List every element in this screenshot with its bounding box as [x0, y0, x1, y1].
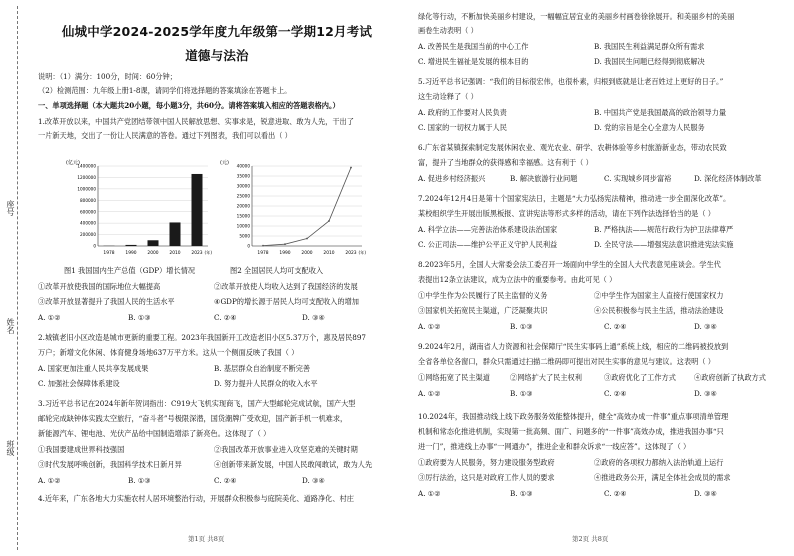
y-axis-unit-label: (元) — [220, 160, 229, 166]
q10-answer: A. ①② — [418, 489, 441, 498]
q7-stem: 某校组织学生开展出版黑板报、宣讲宪法等形式多样的活动，请在下列作法选择恰当的是（ ） — [418, 209, 715, 218]
q2-option: C. 加强社会保障体系建设 — [38, 379, 120, 388]
q10-stem: 10.2024年，我国推动线上线下政务服务效能整体提升，健全“高效办成一件事”重点事项清单管理 — [418, 412, 729, 421]
q8-answer: B. ①③ — [510, 322, 533, 331]
q4-stem: 4.近年来，广东各地大力实施农村人居环境整治行动，开展群众积极参与庭院美化、道路净化、村庄 — [38, 494, 354, 503]
q5-option: D. 党的宗旨是全心全意为人民服务 — [594, 123, 705, 132]
y-axis-unit-label: (亿元) — [66, 160, 80, 166]
q10-answer: C. ②④ — [604, 489, 627, 498]
x-tick-label: 1978 — [103, 251, 115, 256]
q7-option: C. 公正司法——维护公平正义守护人民利益 — [418, 240, 558, 249]
gdp-bar-chart-svg — [64, 156, 214, 262]
income-line-chart-svg — [218, 156, 368, 262]
q2-option: B. 基层群众自治制度不断完善 — [214, 364, 311, 373]
q4-option: B. 我国民生利益满足群众所有需求 — [594, 42, 705, 51]
q3-answer: C. ②④ — [214, 476, 237, 485]
q10-option: ③厉行法治，这只是对政府工作人员的要求 — [418, 473, 555, 482]
q1-stem: 一片新天地，交出了一份让人民满意的答卷。通过下列图表，我们可以看出（ ） — [38, 131, 292, 140]
q8-answer: D. ③④ — [694, 322, 717, 331]
q2-option: A. 国家更加注重人民共享发展成果 — [38, 364, 149, 373]
y-tick-label: 600000 — [80, 209, 96, 215]
q10-option: ④推进政务公开，满足全体社会成员的需求 — [594, 473, 731, 482]
q6-option: A. 促进乡村经济振兴 — [418, 174, 486, 183]
q8-stem: 表提出12条立法建议，成为立法中的重要参考。由此可见（ ） — [418, 275, 617, 284]
x-tick-label: 2000 — [301, 251, 313, 256]
q7-option: D. 全民守法——增强宪法意识推进宪法实施 — [594, 240, 734, 249]
student-name-label: 姓名 — [6, 318, 15, 334]
y-tick-label: 0 — [247, 243, 250, 249]
q5-option: C. 国家的一切权力属于人民 — [418, 123, 507, 132]
exam-page-2 — [404, 0, 788, 556]
q3-answer: B. ①③ — [128, 476, 151, 485]
income-line — [263, 168, 351, 246]
gdp-bar — [126, 245, 137, 246]
q1-answer: C. ②④ — [214, 313, 237, 322]
q8-option: ②中学生作为国家主人直接行使国家权力 — [594, 291, 724, 300]
q3-stem: 邮轮完成缺钟体实践太空旅行，“奋斗者”号极限深潜，国货潮牌广受欢迎，国产新手机一机难求， — [38, 414, 348, 423]
q6-option: C. 实现城乡同步富裕 — [604, 174, 672, 183]
q2-option: D. 努力提升人民群众的收入水平 — [214, 379, 318, 388]
income-point — [262, 245, 264, 247]
binding-dashed-line — [17, 6, 18, 550]
q1-answer: B. ①③ — [128, 313, 151, 322]
x-tick-label: 2023 — [191, 251, 203, 256]
q7-option: B. 严格执法——规范行政行为护卫法律尊严 — [594, 225, 734, 234]
q1-stem: 1.改革开放以来，中国共产党团结带领中国人民解放思想、实事求是，锐意进取、敢为人先，干出了 — [38, 117, 354, 126]
q7-option: A. 科学立法——完善法治体系建设法治国家 — [418, 225, 558, 234]
q9-option: ①网络拓宽了民主渠道 — [418, 373, 490, 382]
gdp-bar-chart — [64, 156, 214, 262]
instruction-line: （2）检测范围：九年级上册1-8课，请同学们将选择题的答案填涂在答题卡上。 — [38, 86, 292, 95]
q3-option: ④创新带来新发展，中国人民敢闯敢试，敢为人先 — [214, 460, 373, 469]
q1-answer: A. ①② — [38, 313, 61, 322]
q5-option: B. 中国共产党是我国最高的政治领导力量 — [594, 108, 727, 117]
y-tick-label: 5000 — [239, 233, 250, 239]
class-label: 班级 — [6, 440, 15, 456]
q1-option: ②改革开放使人均收入达到了我国经济的发展 — [214, 282, 358, 291]
income-point — [306, 238, 308, 240]
income-point — [328, 220, 330, 222]
x-tick-label: 1990 — [125, 251, 137, 256]
q8-option: ①中学生作为公民履行了民主监督的义务 — [418, 291, 548, 300]
income-point — [284, 243, 286, 245]
q9-option: ③政府优化了工作方式 — [604, 373, 676, 382]
y-tick-label: 1400000 — [77, 163, 96, 169]
q3-answer: D. ③④ — [302, 476, 325, 485]
q8-option: ③国家机关拓宽民主渠道，广泛凝聚共识 — [418, 306, 548, 315]
q1-option: ①改革开放使我国的国际地位大幅提高 — [38, 282, 161, 291]
q10-stem: 机制和常态化推进机制，实现第一批高频、面广、问题多的“一件事”高效办成，推进我国办事“只 — [418, 427, 724, 436]
q8-option: ④公民积极参与民主生活，推动法治建设 — [594, 306, 724, 315]
y-tick-label: 15000 — [236, 213, 250, 219]
q10-stem: 进一门”，推进线上办事“一网通办”，推进企业和群众诉求“一线应答”。这体现了（ ） — [418, 442, 691, 451]
x-tick-label: 2010 — [169, 251, 181, 256]
exam-title: 仙城中学2024-2025学年度九年级第一学期12月考试 — [61, 24, 373, 39]
x-tick-label: 1978 — [257, 251, 269, 256]
chart1-caption: 图1 我国国内生产总值（GDP）增长情况 — [64, 266, 196, 275]
y-tick-label: 0 — [93, 243, 96, 249]
q1-option: ③改革开放显著提升了我国人民的生活水平 — [38, 297, 175, 306]
q9-answer: C. ②④ — [604, 389, 627, 398]
q1-option: ④GDP的增长源于居民人均可支配收入的增加 — [214, 297, 359, 306]
q1-answer: D. ③④ — [302, 313, 325, 322]
q4-option: A. 改善民生是我国当前的中心工作 — [418, 42, 529, 51]
q6-option: B. 解决旅游行业问题 — [510, 174, 578, 183]
q8-stem: 8.2023年5月，全国人大常委会法工委召开一场面向中学生的全国人大代表意见座谈会。学生代 — [418, 260, 721, 269]
gdp-bar — [170, 222, 181, 246]
income-line-chart — [218, 156, 368, 262]
x-tick-label: 2023 — [345, 251, 357, 256]
q6-option: D. 深化经济体制改革 — [694, 174, 762, 183]
q9-stem: 9.2024年2月，湖南省人力资源和社会保障厅“民生实事码上通”系统上线，相应的二维码被投放到 — [418, 342, 729, 351]
binding-strip — [0, 0, 34, 556]
q7-stem: 7.2024年12月4日是第十个国家宪法日，主题是“大力弘扬宪法精神，推动进一步全面深化改革”。 — [418, 194, 731, 203]
q5-option: A. 政府的工作要对人民负责 — [418, 108, 507, 117]
q4-option: C. 增进民生福祉是发展的根本目的 — [418, 57, 529, 66]
y-tick-label: 1000000 — [77, 186, 96, 192]
y-tick-label: 20000 — [236, 203, 250, 209]
x-tick-label: 2010 — [323, 251, 335, 256]
q4-stem-continued: 绿化等行动，不断加快美丽乡村建设，一幅幅宜居宜业的美丽乡村画卷徐徐展开。和美丽乡村的美丽 — [418, 12, 735, 21]
section-heading: 一、单项选择题（本大题共20小题，每小题3分，共60分。请将答案填入相应的答题表格内。） — [38, 101, 340, 110]
q3-stem: 3.习近平总书记在2024年新年贺词指出：C919大飞机实现商飞，国产大型邮轮完成试航，国产大型 — [38, 399, 356, 408]
q10-option: ①政府要为人民服务，努力建设服务型政府 — [418, 458, 555, 467]
x-tick-label: 1990 — [279, 251, 291, 256]
y-tick-label: 25000 — [236, 193, 250, 199]
q4-option: D. 我国民生问题已经得到彻底解决 — [594, 57, 705, 66]
q3-option: ①我国要建成世界科技强国 — [38, 445, 125, 454]
y-tick-label: 10000 — [236, 223, 250, 229]
y-tick-label: 35000 — [236, 173, 250, 179]
page-footer: 第2页 共8页 — [572, 535, 609, 543]
y-tick-label: 1200000 — [77, 175, 96, 181]
chart2-caption: 图2 全国居民人均可支配收入 — [230, 266, 324, 275]
x-axis-unit-label: (年) — [204, 250, 212, 255]
q10-answer: D. ③④ — [694, 489, 717, 498]
income-point — [350, 167, 352, 169]
q10-option: ②政府的各项权力都纳入法治轨道上运行 — [594, 458, 724, 467]
q9-option: ②网络扩大了民主权利 — [510, 373, 582, 382]
seat-number-label: 座号 — [6, 200, 15, 216]
q5-stem: 这生动诠释了（ ） — [418, 92, 478, 101]
x-axis-unit-label: (年) — [358, 250, 366, 255]
instruction-line: 说明：（1）满分：100分，时间：60分钟； — [38, 72, 177, 81]
q3-option: ②我国改革开放事业进入攻坚克难的关键时期 — [214, 445, 358, 454]
q6-stem: 富，提升了当地群众的获得感和幸福感。这有利于（ ） — [418, 158, 593, 167]
q2-stem: 万户；新增文化休闲、体育健身场地637万平方米。这从一个侧面反映了我国（ ） — [38, 348, 299, 357]
q9-stem: 全省各单位各窗口，群众只需通过扫描二维码即可提出对民生实事的意见与建议。这表明（ ） — [418, 357, 715, 366]
y-tick-label: 400000 — [80, 220, 96, 226]
page-footer: 第1页 共8页 — [188, 535, 225, 543]
q8-answer: A. ①② — [418, 322, 441, 331]
q9-answer: B. ①③ — [510, 389, 533, 398]
y-tick-label: 30000 — [236, 183, 250, 189]
gdp-bar — [148, 240, 159, 246]
q6-stem: 6.广东省某镇探索制定发展休闲农业、观光农业、研学、农耕体验等乡村旅游新业态，带动农民致 — [418, 143, 727, 152]
q10-answer: B. ①③ — [510, 489, 533, 498]
y-tick-label: 40000 — [236, 163, 250, 169]
q2-stem: 2.城镇老旧小区改造是城市更新的重要工程。2023年我国新开工改造老旧小区5.37万个，惠及居民897 — [38, 333, 367, 342]
exam-page-1 — [38, 0, 396, 556]
q8-answer: C. ②④ — [604, 322, 627, 331]
gdp-bar — [192, 174, 203, 246]
q3-option: ③时代发展呼唤创新，我国科学技术日新月异 — [38, 460, 182, 469]
exam-subject: 道德与法治 — [185, 48, 249, 63]
x-tick-label: 2000 — [147, 251, 159, 256]
q5-stem: 5.习近平总书记强调：“我们的目标很宏伟，也很朴素，归根到底就是让老百姓过上更好的日子。” — [418, 77, 724, 86]
q3-answer: A. ①② — [38, 476, 61, 485]
q9-option: ④政府创新了执政方式 — [694, 373, 766, 382]
q9-answer: D. ③④ — [694, 389, 717, 398]
q9-answer: A. ①② — [418, 389, 441, 398]
y-tick-label: 200000 — [80, 232, 96, 238]
y-tick-label: 800000 — [80, 197, 96, 203]
q4-stem-continued: 画卷生动表明（ ） — [418, 26, 478, 35]
q3-stem: 新能源汽车、锂电池、光伏产品给中国制造增添了新亮色。这体现了（ ） — [38, 429, 271, 438]
